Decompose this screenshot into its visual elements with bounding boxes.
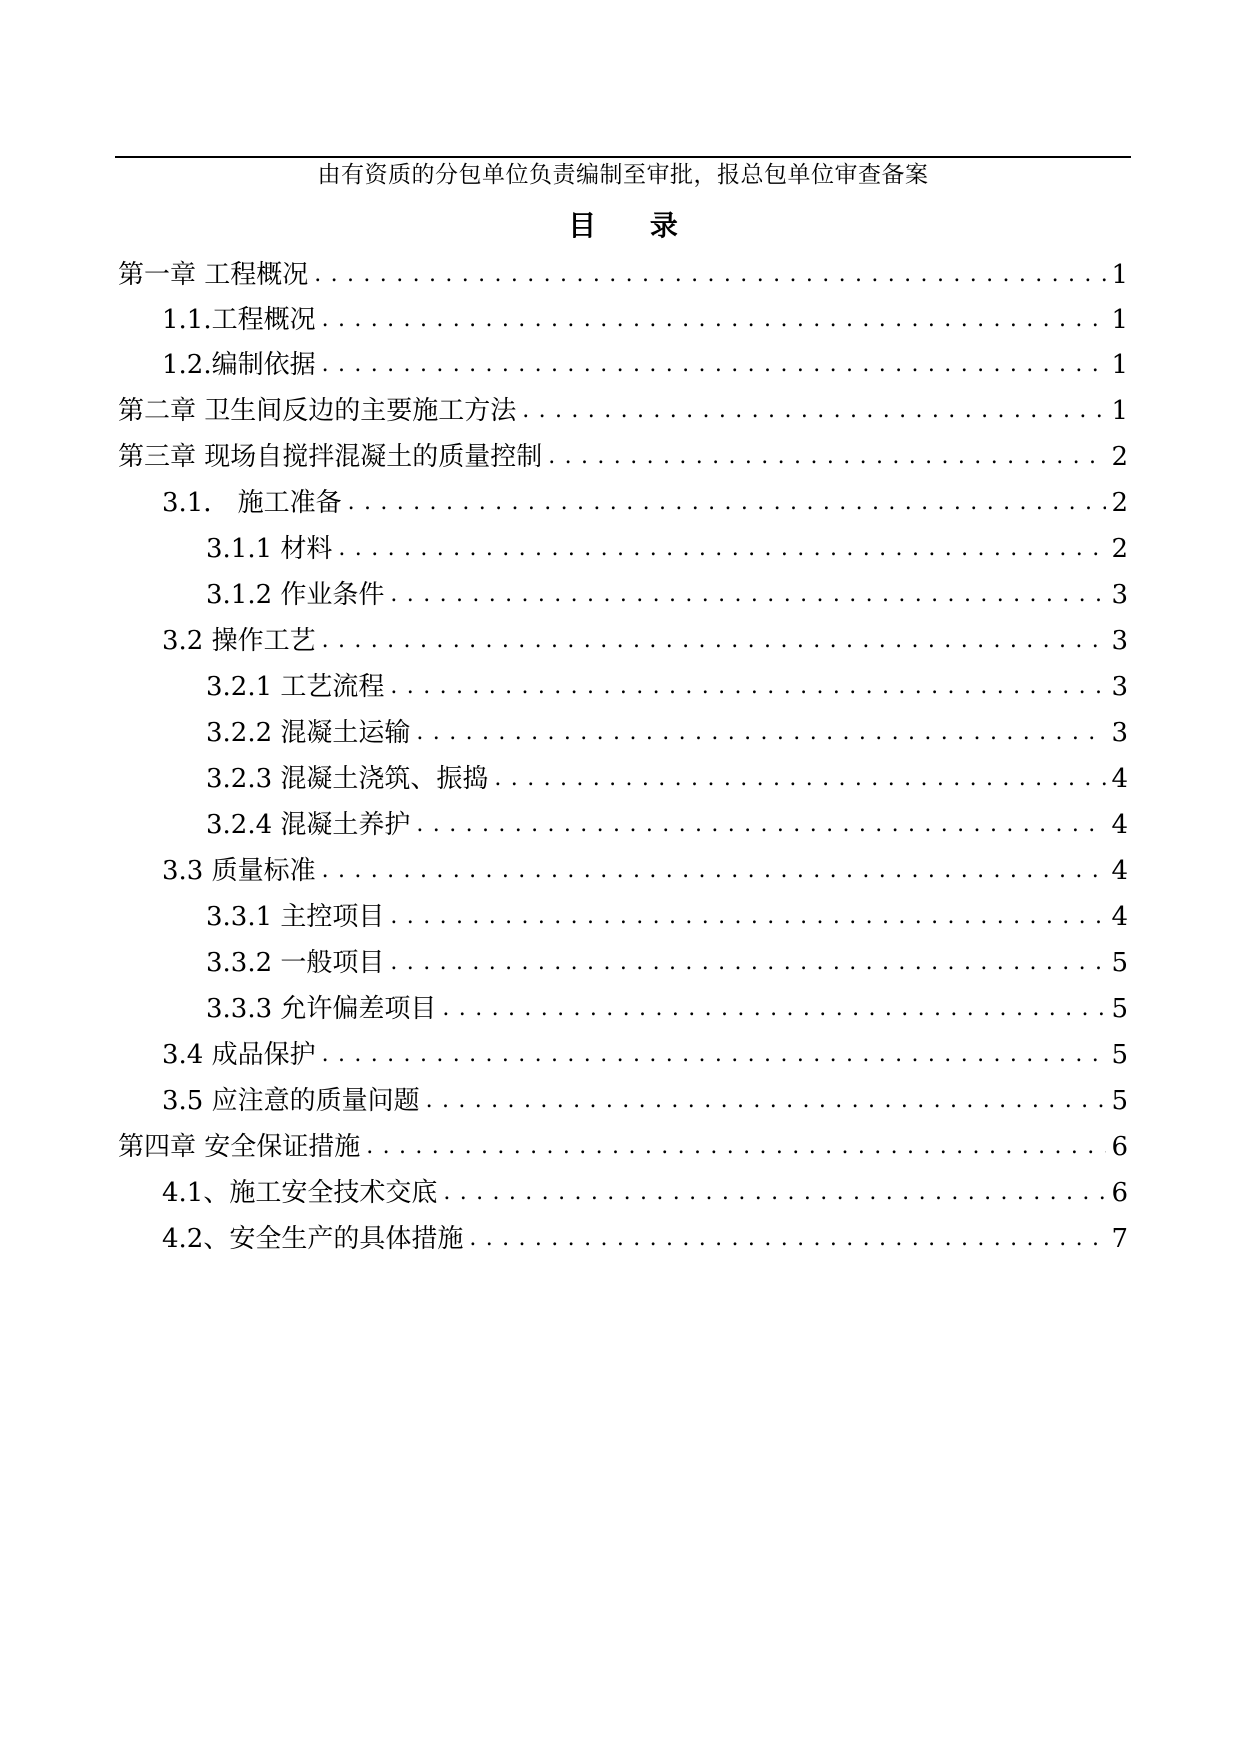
- toc-entry-page: 2: [1111, 534, 1128, 564]
- toc-entry-label: 3.3 质量标准: [162, 856, 316, 886]
- toc-entry-page: 4: [1111, 902, 1128, 932]
- toc-entry-page: 2: [1111, 488, 1128, 518]
- toc-entry-label: 3.1． 施工准备: [162, 488, 342, 518]
- toc-leader-dots: [443, 1173, 1106, 1213]
- toc-entry[interactable]: [206, 805, 1128, 845]
- toc-entry-label: 1.1.工程概况: [162, 305, 316, 335]
- toc-entry[interactable]: [162, 851, 1128, 891]
- toc-entry-label: 第三章 现场自搅拌混凝土的质量控制: [118, 442, 543, 472]
- toc-entry-page: 1: [1111, 260, 1128, 290]
- toc-entry-page: 4: [1111, 764, 1128, 794]
- toc-leader-dots: [522, 391, 1106, 431]
- toc-leader-dots: [390, 575, 1106, 615]
- header-rule: [115, 156, 1131, 158]
- toc-entry-label: 4.1、施工安全技术交底: [162, 1178, 438, 1208]
- toc-leader-dots: [322, 851, 1106, 891]
- toc-entry[interactable]: [118, 255, 1128, 295]
- toc-leader-dots: [494, 759, 1106, 799]
- toc-entry[interactable]: [206, 943, 1128, 983]
- toc-entry-label: 3.3.3 允许偏差项目: [206, 994, 437, 1024]
- toc-entry[interactable]: [162, 1035, 1128, 1075]
- toc-entry[interactable]: [118, 1127, 1128, 1167]
- toc-leader-dots: [338, 529, 1106, 569]
- toc-entry[interactable]: [162, 345, 1128, 385]
- toc-entry-page: 4: [1111, 810, 1128, 840]
- toc-entry-page: 1: [1111, 396, 1128, 426]
- toc-entry-label: 3.5 应注意的质量问题: [162, 1086, 420, 1116]
- toc-entry[interactable]: [162, 483, 1128, 523]
- toc-entry-label: 第二章 卫生间反边的主要施工方法: [118, 396, 517, 426]
- toc-entry-label: 3.2.1 工艺流程: [206, 672, 385, 702]
- toc-entry-label: 3.2.2 混凝土运输: [206, 718, 411, 748]
- toc-entry[interactable]: [206, 529, 1128, 569]
- toc-leader-dots: [322, 1035, 1106, 1075]
- toc-entry[interactable]: [162, 1173, 1128, 1213]
- toc-leader-dots: [366, 1127, 1106, 1167]
- toc-leader-dots: [314, 255, 1106, 295]
- toc-entry-page: 3: [1111, 580, 1128, 610]
- toc-entry-label: 4.2、安全生产的具体措施: [162, 1224, 464, 1254]
- toc-leader-dots: [442, 989, 1106, 1029]
- toc-entry-page: 6: [1111, 1132, 1128, 1162]
- toc-leader-dots: [322, 621, 1106, 661]
- toc-entry-page: 4: [1111, 856, 1128, 886]
- toc-leader-dots: [416, 713, 1106, 753]
- toc-entry-page: 6: [1111, 1178, 1128, 1208]
- toc-entry-page: 3: [1111, 718, 1128, 748]
- toc-entry-label: 3.3.2 一般项目: [206, 948, 385, 978]
- toc-entry-page: 5: [1111, 1040, 1128, 1070]
- toc-entry[interactable]: [206, 989, 1128, 1029]
- toc-entry-page: 1: [1111, 305, 1128, 335]
- toc-entry[interactable]: [118, 437, 1128, 477]
- toc-entry-page: 5: [1111, 948, 1128, 978]
- toc-entry-page: 2: [1111, 442, 1128, 472]
- toc-entry[interactable]: [162, 1081, 1128, 1121]
- toc-leader-dots: [390, 667, 1106, 707]
- toc-leader-dots: [548, 437, 1106, 477]
- toc-leader-dots: [390, 897, 1106, 937]
- toc-entry[interactable]: [206, 759, 1128, 799]
- toc-entry[interactable]: [162, 1219, 1128, 1259]
- toc-entry[interactable]: [162, 300, 1128, 340]
- toc-entry-label: 3.2.3 混凝土浇筑、振捣: [206, 764, 489, 794]
- toc-leader-dots: [322, 345, 1106, 385]
- toc-entry-label: 第四章 安全保证措施: [118, 1132, 361, 1162]
- toc-entry[interactable]: [206, 713, 1128, 753]
- toc-entry-label: 3.3.1 主控项目: [206, 902, 385, 932]
- toc-entry[interactable]: [206, 897, 1128, 937]
- toc-entry[interactable]: [206, 575, 1128, 615]
- toc-entry[interactable]: [206, 667, 1128, 707]
- toc-entry-label: 3.1.2 作业条件: [206, 580, 385, 610]
- toc-leader-dots: [390, 943, 1106, 983]
- toc-leader-dots: [426, 1081, 1106, 1121]
- toc-entry-page: 5: [1111, 1086, 1128, 1116]
- toc-entry-label: 第一章 工程概况: [118, 260, 309, 290]
- page-header: 由有资质的分包单位负责编制至审批，报总包单位审查备案: [317, 162, 929, 188]
- toc-leader-dots: [348, 483, 1106, 523]
- toc-entry-label: 1.2.编制依据: [162, 350, 316, 380]
- toc-title: 目 录: [568, 209, 700, 242]
- toc-entry-page: 7: [1111, 1224, 1128, 1254]
- toc-entry-page: 1: [1111, 350, 1128, 380]
- toc-entry[interactable]: [162, 621, 1128, 661]
- toc-entry-label: 3.2.4 混凝土养护: [206, 810, 411, 840]
- toc-entry[interactable]: [118, 391, 1128, 431]
- toc-entry-label: 3.2 操作工艺: [162, 626, 316, 656]
- toc-leader-dots: [322, 300, 1106, 340]
- toc-entry-label: 3.4 成品保护: [162, 1040, 316, 1070]
- toc-leader-dots: [469, 1219, 1106, 1259]
- toc-entry-page: 3: [1111, 626, 1128, 656]
- toc-leader-dots: [416, 805, 1106, 845]
- toc-entry-page: 3: [1111, 672, 1128, 702]
- toc-entry-label: 3.1.1 材料: [206, 534, 333, 564]
- toc-entry-page: 5: [1111, 994, 1128, 1024]
